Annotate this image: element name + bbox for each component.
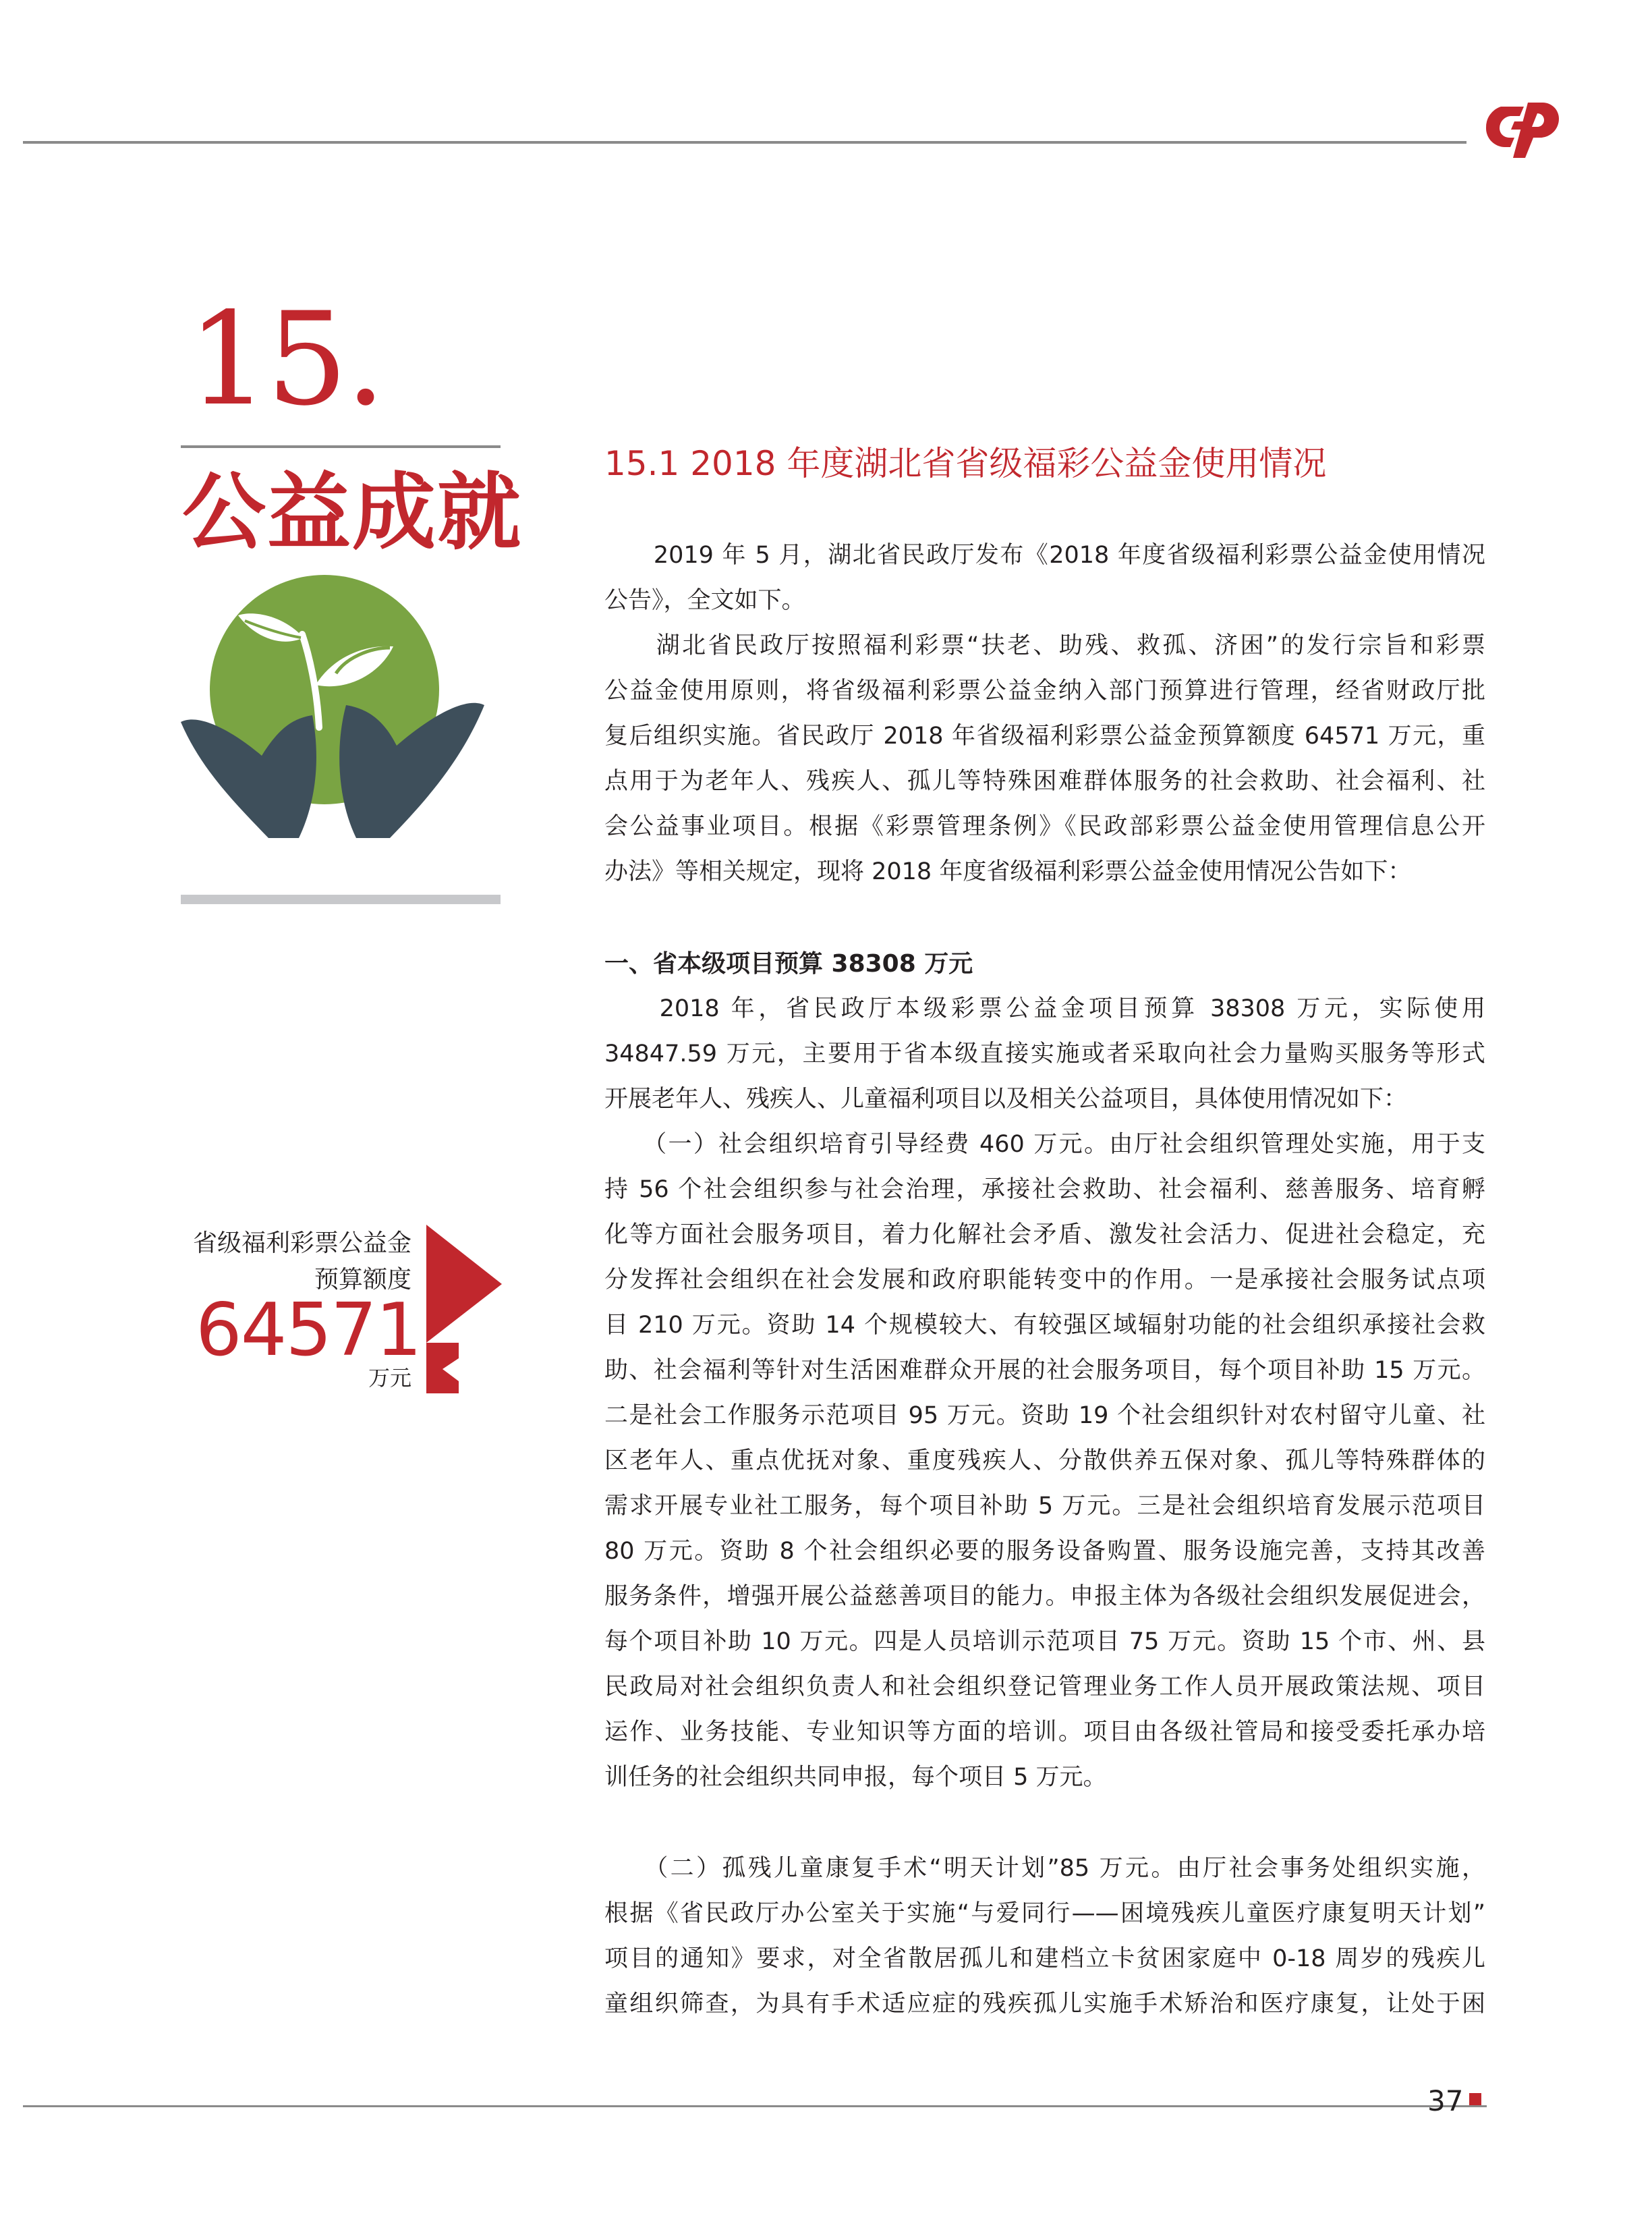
body-paragraph-line: 80 万元。资助 8 个社会组织必要的服务设备购置、服务设施完善，支持其改善 <box>604 1538 1485 1565</box>
stat-unit: 万元 <box>368 1365 411 1391</box>
body-paragraph-line: 运作、业务技能、专业知识等方面的培训。项目由各级社管局和接受委托承办培 <box>604 1719 1485 1746</box>
body-paragraph-line: 办法》等相关规定，现将 2018 年度省级福利彩票公益金使用情况公告如下： <box>604 858 1412 885</box>
body-paragraph-line: 项目的通知》要求，对全省散居孤儿和建档立卡贫困家庭中 0-18 周岁的残疾儿 <box>604 1945 1485 1972</box>
body-paragraph-line: 2018 年，省民政厅本级彩票公益金项目预算 38308 万元，实际使用 <box>604 995 1485 1022</box>
body-paragraph-line: 湖北省民政厅按照福利彩票“扶老、助残、救孤、济困”的发行宗旨和彩票 <box>604 632 1485 659</box>
lottery-logo-icon <box>1481 94 1568 162</box>
body-paragraph-line: 持 56 个社会组织参与社会治理，承接社会救助、社会福利、慈善服务、培育孵 <box>604 1176 1485 1203</box>
page-marker-icon <box>1469 2093 1481 2105</box>
body-paragraph-line: 童组织筛查，为具有手术适应症的残疾孤儿实施手术矫治和医疗康复，让处于困 <box>604 1991 1485 2018</box>
subheading: 一、省本级项目预算 38308 万元 <box>604 950 973 978</box>
chapter-bottom-bar <box>181 895 501 904</box>
header-rule <box>23 141 1466 144</box>
body-paragraph-line: 化等方面社会服务项目，着力化解社会矛盾、激发社会活力、促进社会稳定，充 <box>604 1221 1485 1248</box>
body-paragraph-line: 训任务的社会组织共同申报，每个项目 5 万元。 <box>604 1764 1107 1791</box>
body-paragraph-line: 每个项目补助 10 万元。四是人员培训示范项目 75 万元。资助 15 个市、州、县 <box>604 1628 1485 1655</box>
body-paragraph-line: 2019 年 5 月，湖北省民政厅发布《2018 年度省级福利彩票公益金使用情况 <box>604 542 1485 569</box>
body-paragraph-line: （一）社会组织培育引导经费 460 万元。由厅社会组织管理处实施，用于支 <box>604 1131 1485 1158</box>
body-paragraph-line: 公益金使用原则，将省级福利彩票公益金纳入部门预算进行管理，经省财政厅批 <box>604 677 1485 704</box>
body-paragraph-line: 区老年人、重点优抚对象、重度残疾人、分散供养五保对象、孤儿等特殊群体的 <box>604 1447 1485 1474</box>
page-number: 37 <box>1427 2084 1464 2117</box>
body-paragraph-line: 34847.59 万元，主要用于省本级直接实施或者采取向社会力量购买服务等形式 <box>604 1040 1485 1067</box>
body-paragraph-line: 复后组织实施。省民政厅 2018 年省级福利彩票公益金预算额度 64571 万元，重 <box>604 723 1485 750</box>
body-paragraph-line: 助、社会福利等针对生活困难群众开展的社会服务项目，每个项目补助 15 万元。 <box>604 1357 1485 1384</box>
body-paragraph-line: 点用于为老年人、残疾人、孤儿等特殊困难群体服务的社会救助、社会福利、社 <box>604 768 1485 795</box>
stat-arrow-icon <box>426 1225 502 1393</box>
body-paragraph-line: 二是社会工作服务示范项目 95 万元。资助 19 个社会组织针对农村留守儿童、社 <box>604 1402 1485 1429</box>
chapter-number: 15. <box>188 285 384 434</box>
footer-rule <box>23 2105 1487 2107</box>
body-paragraph-line: 根据《省民政厅办公室关于实施“与爱同行——困境残疾儿童医疗康复明天计划” <box>604 1900 1485 1927</box>
body-paragraph-line: 开展老年人、残疾人、儿童福利项目以及相关公益项目，具体使用情况如下： <box>604 1086 1408 1113</box>
stat-value: 64571 <box>196 1288 421 1372</box>
body-paragraph-line: 会公益事业项目。根据《彩票管理条例》《民政部彩票公益金使用管理信息公开 <box>604 813 1485 840</box>
body-paragraph-line: 需求开展专业社工服务，每个项目补助 5 万元。三是社会组织培育发展示范项目 <box>604 1493 1485 1520</box>
section-title: 15.1 2018 年度湖北省省级福彩公益金使用情况 <box>604 444 1327 483</box>
body-paragraph-line: （二）孤残儿童康复手术“明天计划”85 万元。由厅社会事务处组织实施， <box>604 1855 1485 1882</box>
chapter-divider <box>181 445 501 448</box>
stat-label: 省级福利彩票公益金 <box>192 1229 411 1257</box>
stat-sublabel: 预算额度 <box>314 1266 411 1293</box>
chapter-title: 公益成就 <box>182 464 523 561</box>
charity-hands-emblem-icon <box>174 574 491 843</box>
body-paragraph-line: 民政局对社会组织负责人和社会组织登记管理业务工作人员开展政策法规、项目 <box>604 1673 1485 1700</box>
body-paragraph-line: 公告》，全文如下。 <box>604 587 805 614</box>
body-paragraph-line: 分发挥社会组织在社会发展和政府职能转变中的作用。一是承接社会服务试点项 <box>604 1267 1485 1293</box>
body-paragraph-line: 目 210 万元。资助 14 个规模较大、有较强区域辐射功能的社会组织承接社会救 <box>604 1312 1485 1339</box>
body-paragraph-line: 服务条件，增强开展公益慈善项目的能力。申报主体为各级社会组织发展促进会， <box>604 1583 1485 1610</box>
